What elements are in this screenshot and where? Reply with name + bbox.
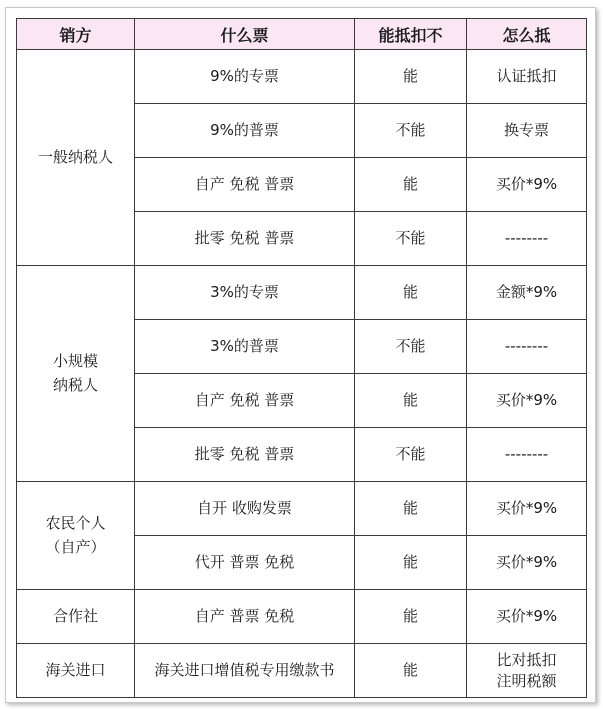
table-body [17, 50, 587, 698]
ticket-cell: 批零 免税 普票 [135, 428, 355, 482]
seller-cell: 农民个人 （自产） [17, 482, 135, 590]
deductible-cell: 不能 [355, 212, 467, 266]
how-cell: 买价*9% [467, 482, 587, 536]
how-cell: 买价*9% [467, 590, 587, 644]
ticket-cell: 批零 免税 普票 [135, 212, 355, 266]
how-cell: 比对抵扣 注明税额 [467, 644, 587, 698]
deduction-table [16, 18, 587, 698]
seller-cell: 海关进口 [17, 644, 135, 698]
deductible-cell: 能 [355, 644, 467, 698]
deductible-cell: 不能 [355, 428, 467, 482]
table-row [17, 482, 587, 536]
ticket-cell: 9%的普票 [135, 104, 355, 158]
ticket-cell: 3%的专票 [135, 266, 355, 320]
header-row [17, 19, 587, 50]
table-row [17, 644, 587, 698]
header-how: 怎么抵 [467, 19, 587, 50]
seller-cell: 小规模 纳税人 [17, 266, 135, 482]
seller-cell: 合作社 [17, 590, 135, 644]
deductible-cell: 不能 [355, 320, 467, 374]
table-frame [5, 7, 596, 703]
ticket-cell: 3%的普票 [135, 320, 355, 374]
ticket-cell: 自开 收购发票 [135, 482, 355, 536]
table-row [17, 590, 587, 644]
how-cell: 换专票 [467, 104, 587, 158]
how-cell: 买价*9% [467, 374, 587, 428]
deductible-cell: 能 [355, 266, 467, 320]
table-header [17, 19, 587, 50]
how-cell: 金额*9% [467, 266, 587, 320]
deductible-cell: 能 [355, 158, 467, 212]
table-row [17, 266, 587, 320]
deductible-cell: 能 [355, 50, 467, 104]
deductible-cell: 能 [355, 374, 467, 428]
header-seller: 销方 [17, 19, 135, 50]
how-cell: 认证抵扣 [467, 50, 587, 104]
ticket-cell: 自产 普票 免税 [135, 590, 355, 644]
how-cell: 买价*9% [467, 536, 587, 590]
deductible-cell: 能 [355, 590, 467, 644]
how-cell: -------- [467, 212, 587, 266]
header-deductible: 能抵扣不 [355, 19, 467, 50]
header-ticket: 什么票 [135, 19, 355, 50]
ticket-cell: 自产 免税 普票 [135, 374, 355, 428]
how-cell: -------- [467, 428, 587, 482]
ticket-cell: 自产 免税 普票 [135, 158, 355, 212]
deductible-cell: 能 [355, 536, 467, 590]
table-row [17, 50, 587, 104]
ticket-cell: 海关进口增值税专用缴款书 [135, 644, 355, 698]
how-cell: -------- [467, 320, 587, 374]
ticket-cell: 代开 普票 免税 [135, 536, 355, 590]
deductible-cell: 能 [355, 482, 467, 536]
how-cell: 买价*9% [467, 158, 587, 212]
seller-cell: 一般纳税人 [17, 50, 135, 266]
deductible-cell: 不能 [355, 104, 467, 158]
ticket-cell: 9%的专票 [135, 50, 355, 104]
